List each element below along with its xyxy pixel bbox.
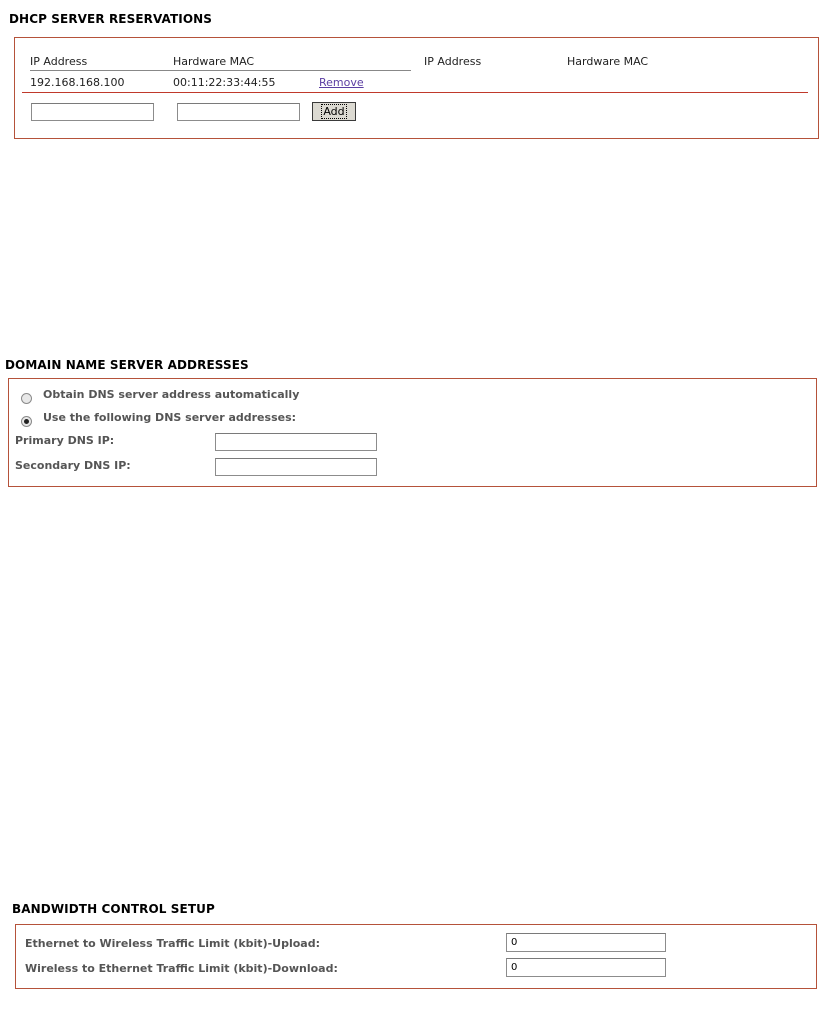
download-limit-label: Wireless to Ethernet Traffic Limit (kbit)-Download: bbox=[25, 962, 338, 975]
dns-panel bbox=[8, 378, 817, 487]
dhcp-section-title: DHCP SERVER RESERVATIONS bbox=[9, 12, 213, 26]
dns-auto-radio[interactable] bbox=[21, 393, 32, 404]
primary-dns-input[interactable] bbox=[215, 433, 377, 451]
new-hardware-mac-input[interactable] bbox=[177, 103, 300, 121]
dns-section-title: DOMAIN NAME SERVER ADDRESSES bbox=[5, 358, 249, 372]
dns-manual-radio[interactable] bbox=[21, 416, 32, 427]
dhcp-row-mac: 00:11:22:33:44:55 bbox=[173, 76, 276, 89]
upload-limit-label: Ethernet to Wireless Traffic Limit (kbit)-Upload: bbox=[25, 937, 320, 950]
dhcp-col-ip-header-2: IP Address bbox=[424, 55, 482, 68]
dns-manual-label: Use the following DNS server addresses: bbox=[43, 411, 297, 424]
dhcp-row-ip: 192.168.168.100 bbox=[30, 76, 125, 89]
secondary-dns-input[interactable] bbox=[215, 458, 377, 476]
download-limit-input[interactable] bbox=[506, 958, 666, 977]
dhcp-col-ip-header: IP Address bbox=[30, 55, 88, 68]
dhcp-col-mac-header-2: Hardware MAC bbox=[567, 55, 649, 68]
primary-dns-label: Primary DNS IP: bbox=[15, 434, 115, 447]
dhcp-reservations-panel bbox=[14, 37, 819, 139]
add-button-label: Add bbox=[323, 105, 345, 118]
upload-limit-input[interactable] bbox=[506, 933, 666, 952]
dhcp-row-divider bbox=[22, 92, 808, 93]
add-reservation-button[interactable] bbox=[312, 102, 356, 121]
bandwidth-panel bbox=[15, 924, 817, 989]
remove-reservation-link[interactable]: Remove bbox=[319, 76, 364, 89]
dhcp-col-mac-header: Hardware MAC bbox=[173, 55, 255, 68]
new-ip-address-input[interactable] bbox=[31, 103, 154, 121]
dns-auto-label: Obtain DNS server address automatically bbox=[43, 388, 300, 401]
bandwidth-section-title: BANDWIDTH CONTROL SETUP bbox=[12, 902, 215, 916]
secondary-dns-label: Secondary DNS IP: bbox=[15, 459, 131, 472]
dhcp-header-divider bbox=[30, 70, 411, 71]
